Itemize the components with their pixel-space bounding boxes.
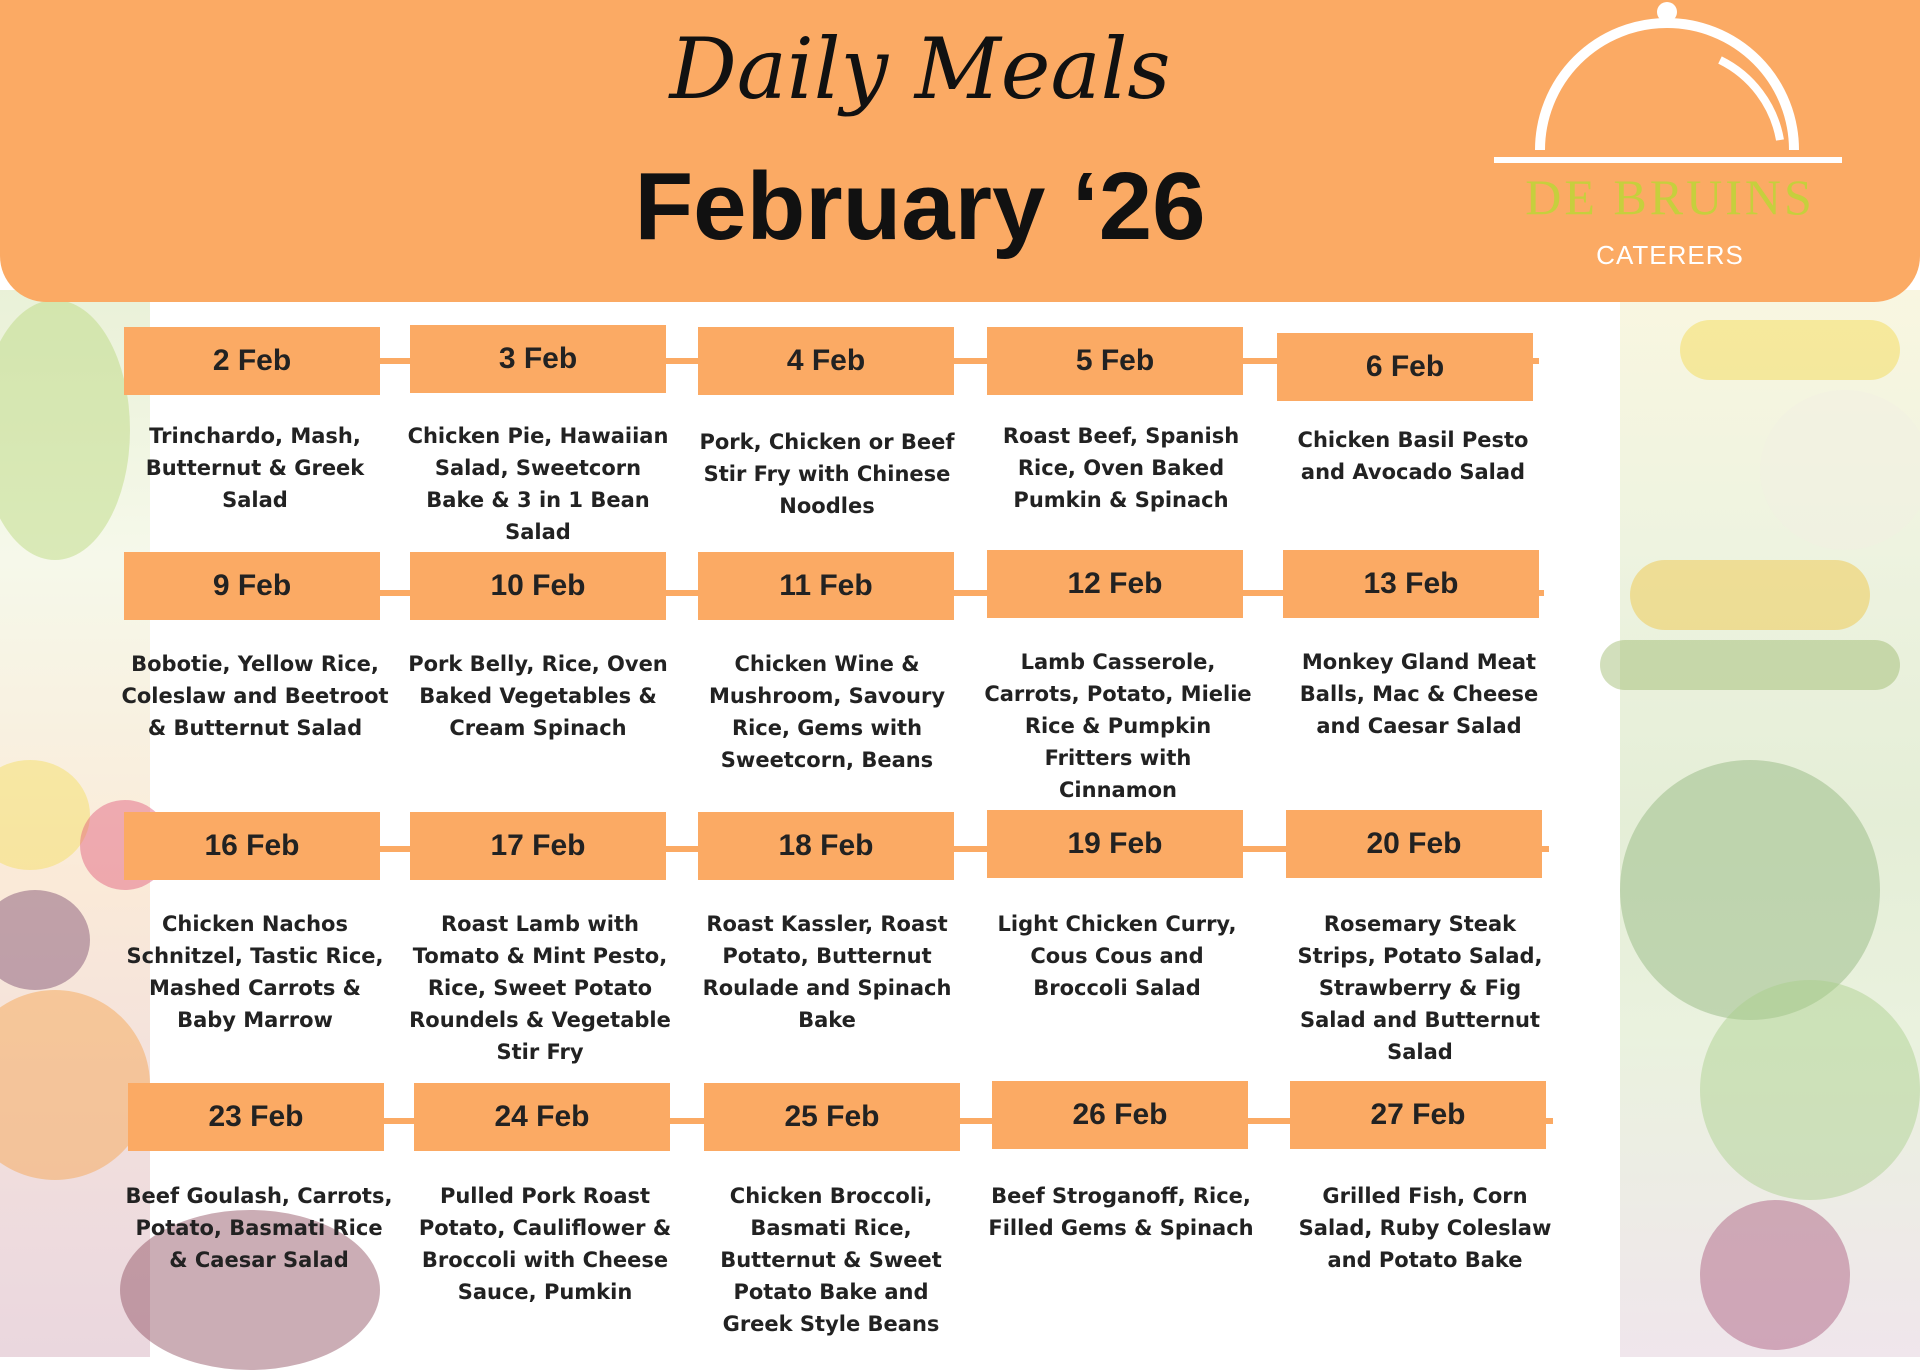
meal-12-feb: Lamb Casserole, Carrots, Potato, Mielie Rice & Pumpkin Fritters with Cinnamon: [984, 650, 1252, 802]
date-25-feb: 25 Feb: [704, 1083, 960, 1151]
meal-2-feb: Trinchardo, Mash, Butternut & Greek Salad: [145, 424, 365, 512]
meal-19-feb: Light Chicken Curry, Cous Cous and Broccoli Salad: [997, 912, 1237, 1000]
meal-10-feb: Pork Belly, Rice, Oven Baked Vegetables & Cream Spinach: [408, 652, 668, 740]
date-12-feb: 12 Feb: [987, 550, 1243, 618]
cloche-icon: [1490, 0, 1850, 180]
date-20-feb: 20 Feb: [1286, 810, 1542, 878]
lettuce-decoration: [1700, 980, 1920, 1200]
meal-24-feb: Pulled Pork Roast Potato, Cauliflower & Broccoli with Cheese Sauce, Pumkin: [418, 1184, 672, 1304]
date-17-feb: 17 Feb: [410, 812, 666, 880]
script-title: Daily Meals: [669, 20, 1171, 118]
date-23-feb: 23 Feb: [128, 1083, 384, 1151]
meal-6-feb: Chicken Basil Pesto and Avocado Salad: [1297, 428, 1529, 484]
meal-16-feb: Chicken Nachos Schnitzel, Tastic Rice, Mashed Carrots & Baby Marrow: [126, 912, 384, 1032]
date-6-feb: 6 Feb: [1277, 333, 1533, 401]
meal-4-feb: Pork, Chicken or Beef Stir Fry with Chinese Noodles: [699, 430, 955, 518]
date-11-feb: 11 Feb: [698, 552, 954, 620]
meal-3-feb: Chicken Pie, Hawaiian Salad, Sweetcorn Bake & 3 in 1 Bean Salad: [407, 424, 669, 544]
meal-18-feb: Roast Kassler, Roast Potato, Butternut Roulade and Spinach Bake: [702, 912, 952, 1032]
date-3-feb: 3 Feb: [410, 325, 666, 393]
date-27-feb: 27 Feb: [1290, 1081, 1546, 1149]
logo-subtitle: CATERERS: [1596, 240, 1744, 270]
date-2-feb: 2 Feb: [124, 327, 380, 395]
date-10-feb: 10 Feb: [410, 552, 666, 620]
meal-20-feb: Rosemary Steak Strips, Potato Salad, Strawberry & Fig Salad and Butternut Salad: [1297, 912, 1543, 1064]
cabbage-decoration: [1620, 760, 1880, 1020]
date-19-feb: 19 Feb: [987, 810, 1243, 878]
meal-17-feb: Roast Lamb with Tomato & Mint Pesto, Rice, Sweet Potato Roundels & Vegetable Stir Fry: [409, 912, 671, 1064]
corn-decoration: [1630, 560, 1870, 630]
date-18-feb: 18 Feb: [698, 812, 954, 880]
date-16-feb: 16 Feb: [124, 812, 380, 880]
meal-26-feb: Beef Stroganoff, Rice, Filled Gems & Spinach: [988, 1184, 1254, 1240]
date-26-feb: 26 Feb: [992, 1081, 1248, 1149]
date-24-feb: 24 Feb: [414, 1083, 670, 1151]
date-4-feb: 4 Feb: [698, 327, 954, 395]
banana-decoration: [1680, 320, 1900, 380]
meal-9-feb: Bobotie, Yellow Rice, Coleslaw and Beetroot & Butternut Salad: [121, 652, 389, 740]
meal-23-feb: Beef Goulash, Carrots, Potato, Basmati Rice & Caesar Salad: [125, 1184, 393, 1272]
logo-name: DE BRUINS: [1525, 169, 1815, 225]
logo: [1490, 0, 1850, 280]
date-9-feb: 9 Feb: [124, 552, 380, 620]
meal-27-feb: Grilled Fish, Corn Salad, Ruby Coleslaw and Potato Bake: [1298, 1184, 1552, 1272]
meal-13-feb: Monkey Gland Meat Balls, Mac & Cheese and Caesar Salad: [1299, 650, 1539, 738]
page-title: February ‘26: [634, 153, 1206, 260]
meal-11-feb: Chicken Wine & Mushroom, Savoury Rice, Gems with Sweetcorn, Beans: [708, 652, 946, 772]
date-13-feb: 13 Feb: [1283, 550, 1539, 618]
cauliflower-decoration: [1760, 390, 1920, 550]
onion-decoration: [1700, 1200, 1850, 1350]
meal-25-feb: Chicken Broccoli, Basmati Rice, Butternut & Sweet Potato Bake and Greek Style Beans: [720, 1184, 942, 1336]
meal-5-feb: Roast Beef, Spanish Rice, Oven Baked Pumkin & Spinach: [1002, 424, 1240, 512]
date-5-feb: 5 Feb: [987, 327, 1243, 395]
asparagus-decoration: [1600, 640, 1900, 690]
